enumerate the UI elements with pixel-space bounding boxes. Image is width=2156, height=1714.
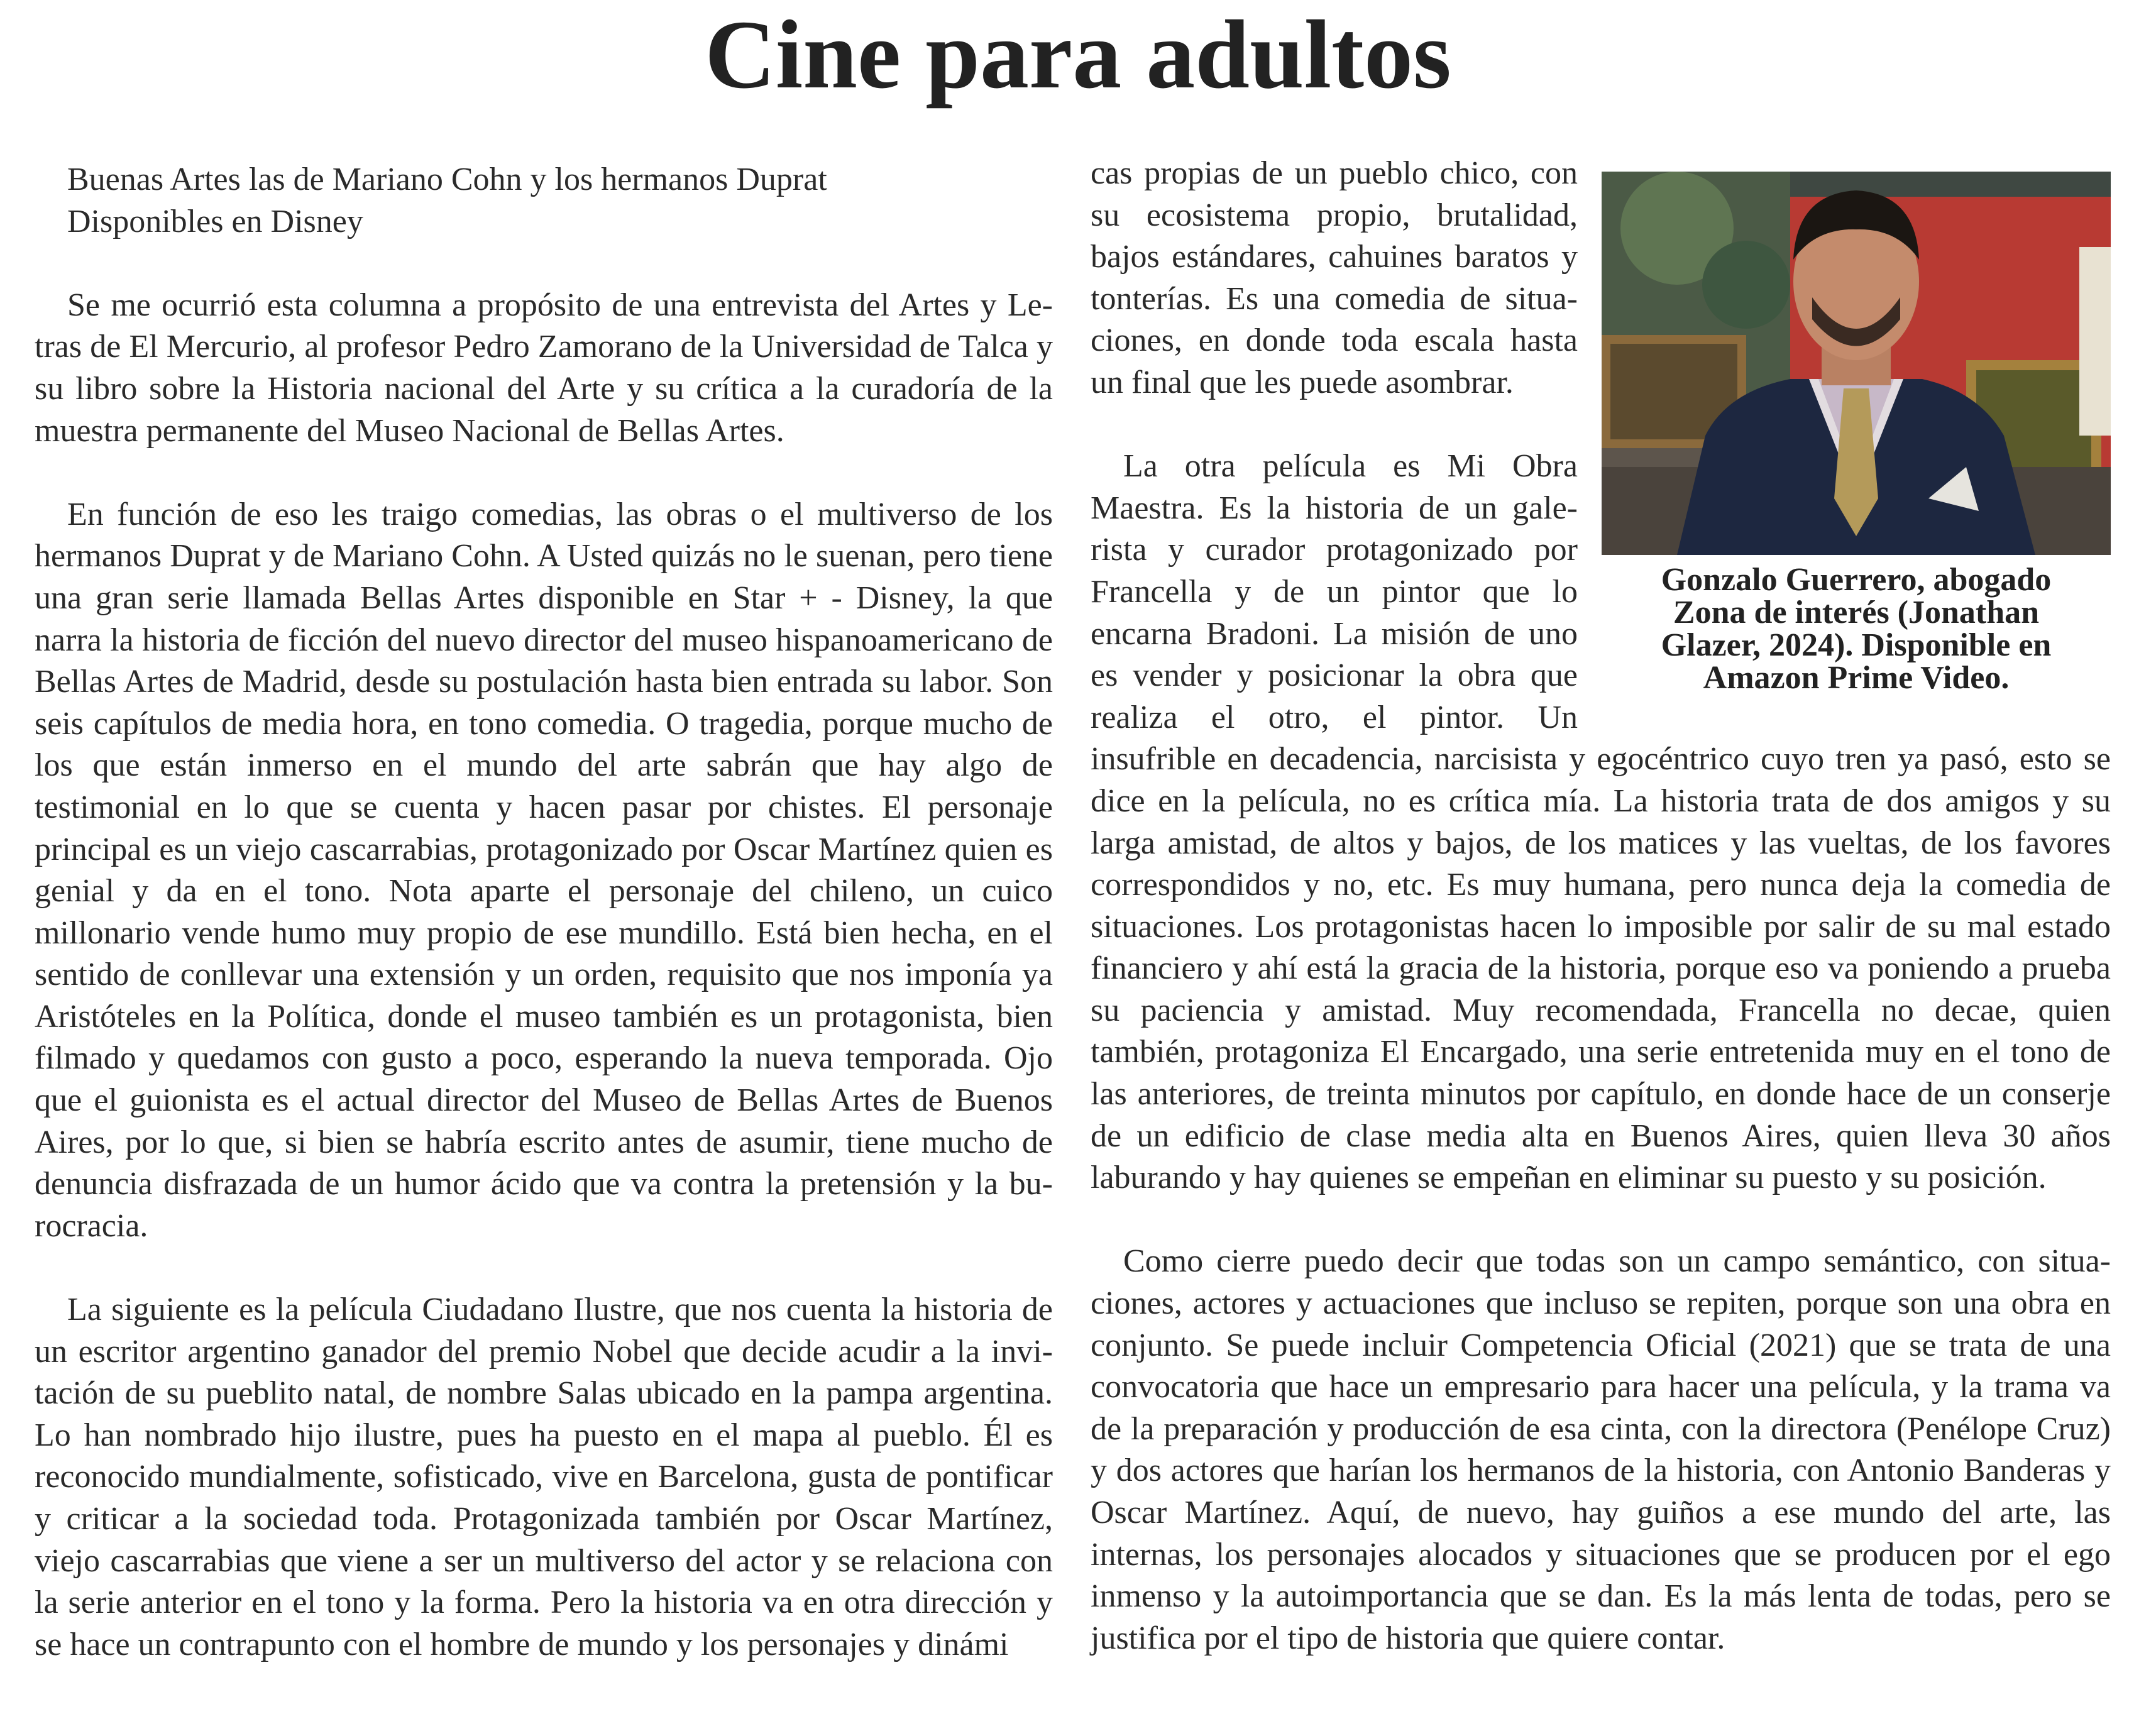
- author-photo: [1602, 172, 2111, 555]
- paragraph-conclusion: Como cierre puedo decir que todas son un campo semántico, con situaciones, actores y actuaciones que incluso se repiten, porque son una obra en conjunto. Se puede incluir Competencia Oficial (2021) que se trata de una convocatoria que hace un empresario para hacer una película, y la trama va de la preparación y producción de esa cinta, con la directora (Penélope Cruz) y dos actores que harían los hermanos de la historia, con Antonio Banderas y Oscar Martínez. Aquí, de nuevo, hay guiños a ese mundo del arte, las internas, los personajes alocados y situaciones que se producen por el ego inmenso y la autoimportancia que se dan. Es la más lenta de todas, pero se justifica por el tipo de historia que quiere contar.: [1091, 1243, 2111, 1656]
- photo-caption: [1602, 564, 2111, 695]
- paragraph-continuation: cas propias de un pueblo chico, con su ecosistema propio, brutalidad, bajos estándares, cahuines baratos y tonterías. Es una comedia de situaciones, en donde toda escala hasta un final que les puede asombrar.: [1091, 155, 1578, 400]
- article-subtitle: [35, 159, 1053, 243]
- caption-line-2: Zona de interés (Jonathan: [1673, 595, 2040, 630]
- paragraph-mi-obra-maestra: La otra película es Mi Obra Maestra. Es la historia de un galerista y curador protagonizado por Francella y de un pintor que lo encarna Bradoni. La misión de uno es vender y posicionar la obra que realiza el otro, el pintor. Un insufrible en decadencia, narcisista y egocéntrico cuyo tren ya pasó, esto se dice en la película, no es crítica mía. La historia trata de dos amigos y su larga amistad, de altos y bajos, de los matices y las vueltas, de los favores correspondidos y no, etc. Es muy humana, pero nunca deja la comedia de situaciones. Los protagonistas hacen lo imposible por salir de su mal estado financiero y ahí está la gracia de la historia, porque eso va poniendo a prueba su paciencia y amistad. Muy recomendada, Francella no decae, quien también, protagoniza El Encargado, una serie entretenida muy en el tono de las anteriores, de treinta minutos por capítulo, en donde hace de un conserje de un edificio de clase media alta en Buenos Aires, quien lleva 30 años laburando y hay quienes se empeñan en eliminar su puesto y su posición.: [1091, 448, 2111, 1196]
- caption-line-1: Gonzalo Guerrero, abogado: [1661, 562, 2052, 598]
- caption-line-3: Glazer, 2024). Disponible en: [1661, 627, 2052, 663]
- paragraph-ciudadano-ilustre: La siguiente es la película Ciudadano Ilustre, que nos cuenta la historia de un escritor argentino ganador del premio Nobel que decide acudir a la invitación de su pueblito natal, de nombre Salas ubicado en la pampa argentina. Lo han nombrado hijo ilustre, pues ha puesto en el mapa al pueblo. Él es reconocido mundialmente, sofisticado, vive en Barcelona, gusta de pontificar y criticar a la sociedad toda. Protagonizada también por Oscar Martínez, viejo cascarrabias que viene a ser un multiverso del actor y se relaciona con la serie anterior en el tono y la forma. Pero la historia va en otra dirección y se hace un contrapunto con el hombre de mundo y los personajes y dinámi: [35, 1292, 1053, 1662]
- caption-line-4: Amazon Prime Video.: [1703, 660, 2010, 696]
- article-title: Cine para adultos: [705, 0, 1451, 109]
- author-figure: [1602, 172, 2111, 695]
- right-column: [1091, 153, 2111, 1701]
- paragraph-intro: Se me ocurrió esta columna a propósito de una entrevista del Artes y Letras de El Mercurio, al profesor Pedro Zamorano de la Universidad de Talca y su libro sobre la Historia nacional del Arte y su crítica a la curadoría de la muestra permanente del Museo Nacional de Bellas Artes.: [35, 287, 1053, 449]
- subtitle-line-2: Disponibles en Disney: [67, 203, 363, 239]
- left-column: [35, 159, 1053, 1708]
- subtitle-line-1: Buenas Artes las de Mariano Cohn y los hermanos Duprat: [67, 162, 827, 197]
- paragraph-bellas-artes: En función de eso les traigo comedias, las obras o el multiverso de los hermanos Duprat y de Mariano Cohn. A Usted quizás no le suenan, pero tiene una gran serie llamada Bellas Artes disponible en Star + - Disney, la que narra la historia de ficción del nuevo director del museo hispanoamericano de Bellas Artes de Madrid, desde su postulación hasta bien entrada su labor. Son seis capítulos de media hora, en tono comedia. O tragedia, porque mucho de los que están inmerso en el mundo del arte sabrán que hay algo de testimonial en lo que se cuenta y hacen pasar por chistes. El personaje principal es un viejo cascarrabias, protagonizado por Oscar Martínez quien es genial y da en el tono. Nota aparte el personaje del chileno, un cuico millonario vende humo muy propio de ese mundillo. Está bien hecha, en el sentido de conllevar una extensión y un orden, requisito que nos imponía ya Aristóteles en la Política, donde el museo también es un protagonista, bien filmado y quedamos con gusto a poco, esperando la nueva temporada. Ojo que el guionista es el actual director del Museo de Bellas Artes de Buenos Aires, por lo que, si bien se habría escrito antes de asumir, tiene mucho de denuncia disfrazada de un humor ácido que va contra la pretensión y la burocracia.: [35, 496, 1053, 1244]
